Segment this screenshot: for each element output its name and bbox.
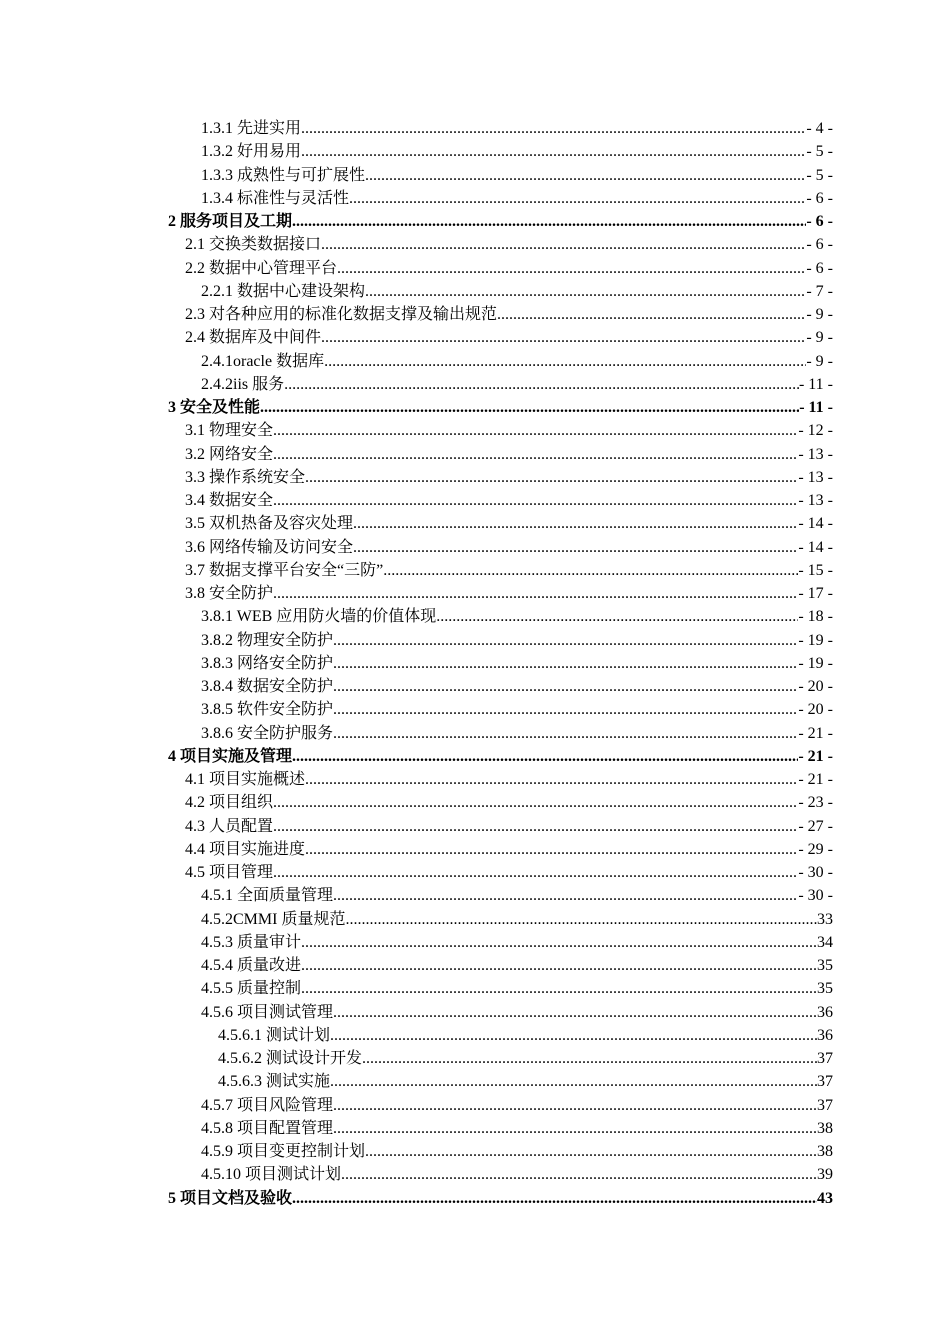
toc-dot-leader — [353, 536, 798, 559]
toc-entry-title: 4.5 项目管理 — [185, 864, 274, 881]
toc-dot-leader — [333, 884, 798, 907]
toc-entry-page-number: 36 — [817, 1026, 833, 1044]
toc-entry-title: 1.3.1 先进实用 — [201, 120, 302, 137]
toc-dot-leader — [301, 977, 817, 1000]
toc-entry[interactable] — [168, 187, 833, 210]
toc-entry-title: 2 服务项目及工期 — [168, 213, 293, 230]
toc-entry[interactable] — [168, 768, 833, 791]
toc-entry[interactable] — [168, 908, 833, 931]
toc-dot-leader — [330, 1024, 817, 1047]
toc-entry-page-number: - 11 - — [799, 399, 833, 416]
toc-entry[interactable] — [168, 373, 833, 396]
toc-entry-page-number: - 15 - — [798, 561, 833, 579]
toc-entry-title: 3.2 网络安全 — [185, 445, 274, 463]
toc-entry-page-number: - 6 - — [806, 189, 833, 207]
toc-dot-leader — [333, 1117, 817, 1140]
toc-entry-page-number: 37 — [817, 1096, 833, 1114]
toc-dot-leader — [333, 1001, 817, 1024]
toc-dot-leader — [337, 257, 806, 280]
toc-entry-title: 4.5.6.1 测试计划 — [218, 1026, 331, 1044]
toc-entry[interactable] — [168, 977, 833, 1000]
toc-entry-page-number: - 19 - — [798, 631, 833, 649]
toc-dot-leader — [497, 303, 806, 326]
toc-entry[interactable] — [168, 698, 833, 721]
toc-entry[interactable] — [168, 838, 833, 861]
toc-entry-page-number: - 19 - — [798, 654, 833, 672]
toc-entry-page-number: - 12 - — [798, 422, 833, 440]
toc-entry[interactable] — [168, 1187, 833, 1210]
toc-dot-leader — [273, 582, 798, 605]
toc-entry[interactable] — [168, 791, 833, 814]
toc-entry-page-number: 33 — [817, 910, 833, 928]
toc-entry-title: 2.4.1oracle 数据库 — [201, 352, 325, 370]
toc-entry[interactable] — [168, 303, 833, 326]
toc-dot-leader — [330, 1070, 817, 1093]
toc-dot-leader — [333, 698, 798, 721]
toc-entry-page-number: - 29 - — [798, 840, 833, 858]
toc-dot-leader — [284, 373, 799, 396]
toc-entry[interactable] — [168, 745, 833, 768]
toc-dot-leader — [324, 350, 806, 373]
toc-entry[interactable] — [168, 652, 833, 675]
toc-entry[interactable] — [168, 954, 833, 977]
toc-entry-title: 1.3.4 标准性与灵活性 — [201, 189, 350, 207]
toc-entry[interactable] — [168, 675, 833, 698]
toc-dot-leader — [349, 187, 806, 210]
toc-entry-page-number: - 6 - — [806, 259, 833, 277]
toc-entry[interactable] — [168, 350, 833, 373]
toc-entry[interactable] — [168, 489, 833, 512]
toc-entry-title: 4 项目实施及管理 — [168, 747, 293, 765]
toc-entry[interactable] — [168, 629, 833, 652]
toc-dot-leader — [273, 861, 798, 884]
toc-entry-title: 4.5.6.3 测试实施 — [218, 1073, 331, 1091]
toc-entry[interactable] — [168, 512, 833, 535]
toc-entry-title: 4.3 人员配置 — [185, 817, 274, 835]
toc-dot-leader — [273, 791, 798, 814]
toc-entry-page-number: - 9 - — [806, 329, 833, 347]
toc-entry-page-number: - 20 - — [798, 701, 833, 719]
toc-entry[interactable] — [168, 280, 833, 303]
toc-entry[interactable] — [168, 233, 833, 256]
toc-entry-title: 4.5.4 质量改进 — [201, 957, 302, 974]
toc-dot-leader — [341, 1163, 817, 1186]
toc-entry-title: 3 安全及性能 — [168, 399, 261, 416]
toc-entry-page-number: - 13 - — [798, 445, 833, 463]
toc-entry-title: 3.7 数据支撑平台安全“三防” — [185, 561, 384, 579]
toc-entry[interactable] — [168, 257, 833, 280]
toc-entry-page-number: 36 — [817, 1003, 833, 1021]
toc-dot-leader — [362, 1047, 817, 1070]
toc-entry[interactable] — [168, 931, 833, 954]
toc-entry[interactable] — [168, 1001, 833, 1024]
toc-entry[interactable] — [168, 1024, 833, 1047]
toc-entry-page-number: - 6 - — [806, 236, 833, 254]
toc-dot-leader — [292, 1187, 817, 1210]
toc-entry[interactable] — [168, 419, 833, 442]
toc-entry[interactable] — [168, 210, 833, 233]
toc-dot-leader — [365, 280, 806, 303]
toc-entry-page-number: - 9 - — [806, 352, 833, 370]
toc-dot-leader — [273, 443, 798, 466]
toc-entry[interactable] — [168, 884, 833, 907]
toc-entry[interactable] — [168, 326, 833, 349]
toc-entry-page-number: 38 — [817, 1119, 833, 1137]
toc-entry-title: 3.8.3 网络安全防护 — [201, 654, 334, 672]
toc-entry-page-number: - 11 - — [798, 375, 833, 393]
toc-entry-title: 2.3 对各种应用的标准化数据支撑及输出规范 — [185, 306, 498, 323]
toc-entry-page-number: 35 — [817, 957, 833, 974]
toc-entry[interactable] — [168, 117, 833, 140]
toc-entry-page-number: - 7 - — [806, 282, 833, 300]
toc-entry-title: 4.5.8 项目配置管理 — [201, 1119, 334, 1137]
toc-entry-page-number: 38 — [817, 1143, 833, 1160]
toc-entry-page-number: - 14 - — [798, 515, 833, 533]
toc-entry-title: 3.1 物理安全 — [185, 422, 274, 440]
toc-entry[interactable] — [168, 605, 833, 628]
toc-dot-leader — [333, 722, 798, 745]
toc-entry-title: 4.5.1 全面质量管理 — [201, 887, 334, 905]
toc-entry-title: 2.4 数据库及中间件 — [185, 329, 322, 347]
toc-entry-title: 2.2 数据中心管理平台 — [185, 259, 338, 277]
toc-entry-title: 3.3 操作系统安全 — [185, 468, 306, 486]
toc-entry-title: 4.5.2CMMI 质量规范 — [201, 910, 346, 928]
toc-entry-title: 1.3.2 好用易用 — [201, 143, 302, 161]
toc-entry-page-number: 34 — [817, 933, 833, 951]
toc-entry-page-number: - 21 - — [798, 771, 833, 788]
toc-dot-leader — [436, 605, 798, 628]
toc-entry-page-number: 39 — [817, 1166, 833, 1184]
toc-dot-leader — [321, 326, 806, 349]
toc-dot-leader — [333, 629, 798, 652]
toc-entry-title: 3.8.5 软件安全防护 — [201, 701, 334, 719]
toc-entry-title: 3.5 双机热备及容灾处理 — [185, 515, 354, 533]
toc-dot-leader — [333, 652, 798, 675]
toc-entry-page-number: - 23 - — [798, 794, 833, 812]
toc-entry-title: 4.2 项目组织 — [185, 794, 274, 812]
toc-entry-page-number: - 27 - — [798, 817, 833, 835]
toc-entry[interactable] — [168, 861, 833, 884]
toc-entry[interactable] — [168, 1140, 833, 1163]
toc-dot-leader — [292, 210, 806, 233]
toc-dot-leader — [333, 675, 798, 698]
toc-entry-title: 4.1 项目实施概述 — [185, 771, 306, 788]
toc-entry-title: 3.8.2 物理安全防护 — [201, 631, 334, 649]
toc-dot-leader — [353, 512, 798, 535]
toc-entry-title: 2.2.1 数据中心建设架构 — [201, 282, 366, 300]
toc-entry-page-number: 37 — [817, 1073, 833, 1091]
toc-dot-leader — [273, 419, 798, 442]
table-of-contents — [168, 117, 833, 1210]
toc-entry-page-number: - 30 - — [798, 887, 833, 905]
toc-dot-leader — [305, 838, 798, 861]
toc-entry[interactable] — [168, 559, 833, 582]
toc-entry-page-number: - 4 - — [806, 120, 833, 137]
toc-entry[interactable] — [168, 140, 833, 163]
toc-entry-title: 3.8.4 数据安全防护 — [201, 678, 334, 695]
toc-entry-page-number: - 20 - — [798, 678, 833, 695]
toc-dot-leader — [321, 233, 806, 256]
toc-dot-leader — [292, 745, 798, 768]
toc-dot-leader — [365, 1140, 817, 1163]
toc-entry-title: 3.4 数据安全 — [185, 492, 274, 509]
toc-entry-page-number: - 17 - — [798, 585, 833, 602]
toc-dot-leader — [345, 908, 817, 931]
toc-entry[interactable] — [168, 582, 833, 605]
toc-dot-leader — [260, 396, 799, 419]
toc-entry-title: 3.8.6 安全防护服务 — [201, 724, 334, 742]
toc-entry[interactable] — [168, 815, 833, 838]
toc-entry-title: 2.1 交换类数据接口 — [185, 236, 322, 254]
toc-entry-page-number: - 13 - — [798, 468, 833, 486]
toc-entry-page-number: - 21 - — [798, 724, 833, 742]
toc-entry[interactable] — [168, 1070, 833, 1093]
toc-entry[interactable] — [168, 1163, 833, 1186]
toc-entry-title: 2.4.2iis 服务 — [201, 375, 285, 393]
toc-entry-page-number: - 21 - — [798, 747, 833, 765]
toc-entry-title: 4.5.3 质量审计 — [201, 933, 302, 951]
toc-dot-leader — [273, 815, 798, 838]
toc-entry-title: 5 项目文档及验收 — [168, 1189, 293, 1207]
toc-entry[interactable] — [168, 466, 833, 489]
toc-entry-page-number: - 14 - — [798, 538, 833, 556]
toc-dot-leader — [301, 117, 806, 140]
toc-entry[interactable] — [168, 443, 833, 466]
toc-entry[interactable] — [168, 536, 833, 559]
toc-entry-page-number: - 9 - — [806, 306, 833, 323]
toc-entry-page-number: - 5 - — [806, 143, 833, 161]
toc-entry[interactable] — [168, 1094, 833, 1117]
toc-entry[interactable] — [168, 722, 833, 745]
toc-dot-leader — [305, 768, 798, 791]
toc-entry-title: 3.8 安全防护 — [185, 585, 274, 602]
toc-entry-title: 4.5.7 项目风险管理 — [201, 1096, 334, 1114]
toc-entry-title: 4.5.10 项目测试计划 — [201, 1166, 342, 1184]
toc-dot-leader — [301, 140, 806, 163]
toc-entry-title: 4.5.9 项目变更控制计划 — [201, 1143, 366, 1160]
toc-entry-title: 3.6 网络传输及访问安全 — [185, 538, 354, 556]
toc-entry-title: 4.5.6.2 测试设计开发 — [218, 1050, 363, 1067]
toc-dot-leader — [365, 164, 806, 187]
toc-entry-page-number: - 13 - — [798, 492, 833, 509]
toc-dot-leader — [305, 466, 798, 489]
toc-entry-page-number: 35 — [817, 980, 833, 998]
toc-entry-title: 1.3.3 成熟性与可扩展性 — [201, 166, 366, 184]
toc-dot-leader — [333, 1094, 817, 1117]
toc-entry[interactable] — [168, 396, 833, 419]
toc-dot-leader — [383, 559, 798, 582]
toc-entry-title: 3.8.1 WEB 应用防火墙的价值体现 — [201, 608, 437, 626]
toc-entry-page-number: - 6 - — [806, 213, 833, 230]
toc-entry-title: 4.5.5 质量控制 — [201, 980, 302, 998]
toc-dot-leader — [273, 489, 798, 512]
toc-entry-page-number: - 30 - — [798, 864, 833, 881]
toc-entry-page-number: - 5 - — [806, 166, 833, 184]
toc-dot-leader — [301, 954, 817, 977]
toc-entry-page-number: 43 — [817, 1189, 833, 1207]
toc-entry-page-number: 37 — [817, 1050, 833, 1067]
toc-entry-title: 4.5.6 项目测试管理 — [201, 1003, 334, 1021]
toc-dot-leader — [301, 931, 817, 954]
toc-entry[interactable] — [168, 1117, 833, 1140]
toc-entry[interactable] — [168, 1047, 833, 1070]
toc-entry-title: 4.4 项目实施进度 — [185, 840, 306, 858]
toc-entry-page-number: - 18 - — [798, 608, 833, 626]
toc-entry[interactable] — [168, 164, 833, 187]
